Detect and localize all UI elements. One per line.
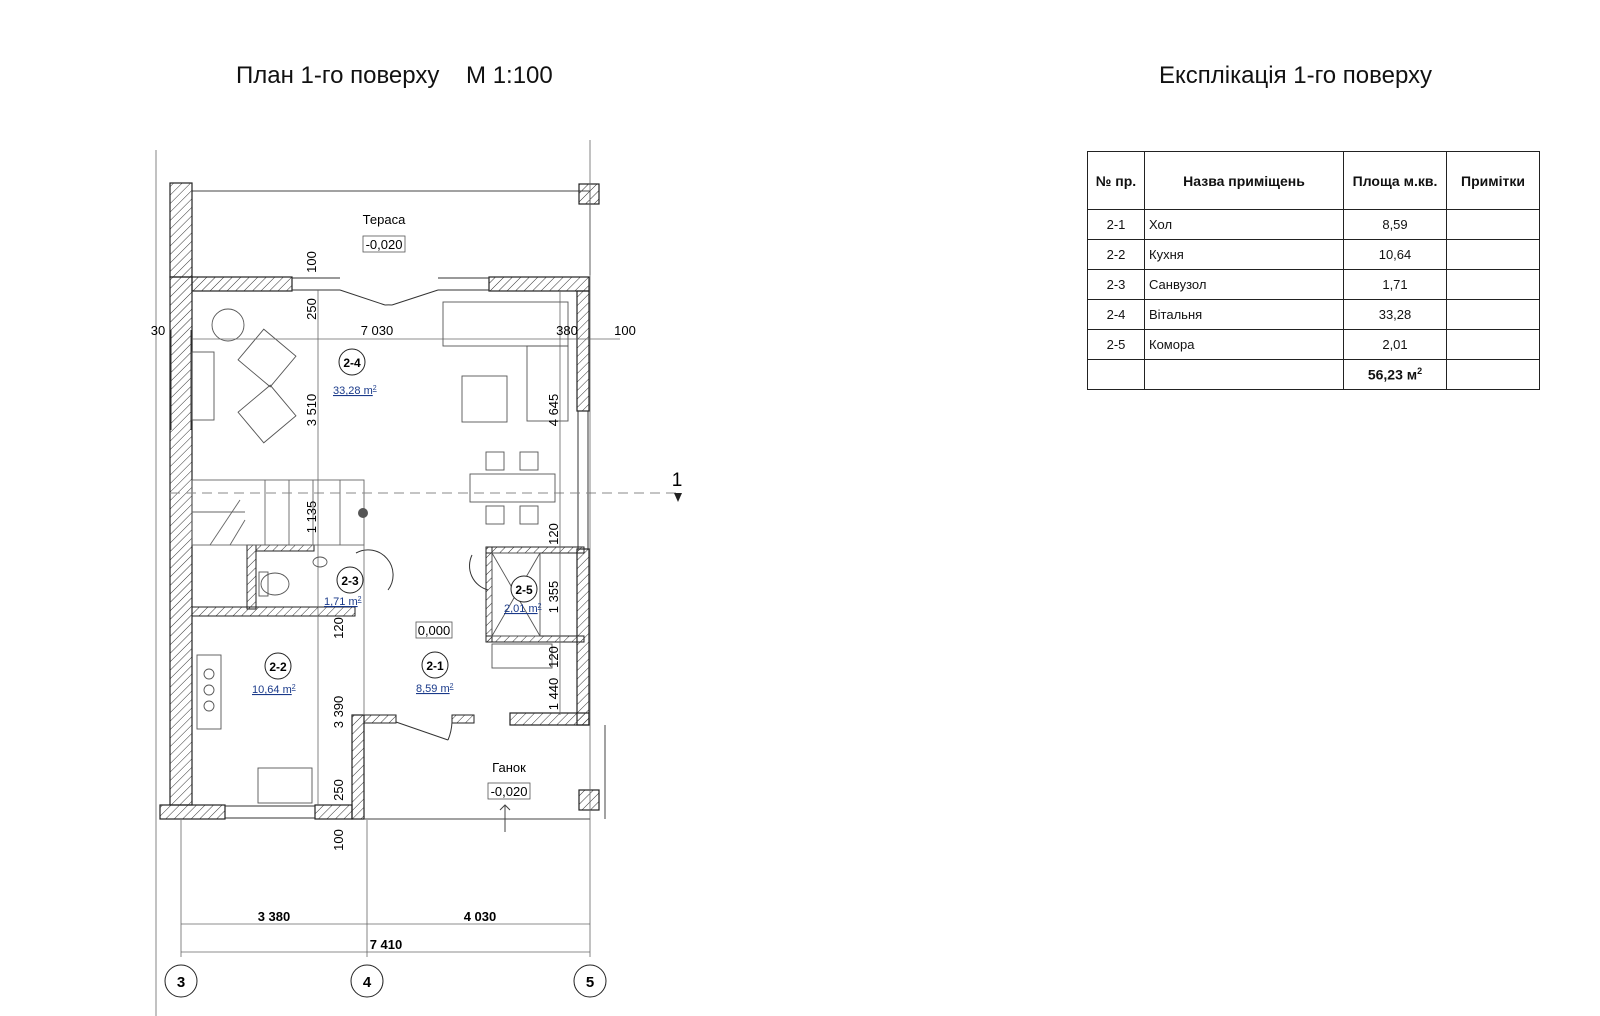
table-total-row bbox=[1088, 360, 1540, 390]
room-area: 10,64 $m^2$ bbox=[252, 684, 296, 696]
table-row bbox=[1088, 270, 1540, 300]
room-name: Вітальня bbox=[1145, 300, 1344, 330]
svg-text:5: 5 bbox=[585, 974, 595, 991]
room-number: 2-5 bbox=[1088, 330, 1145, 360]
room-name: Комора bbox=[1145, 330, 1344, 360]
svg-text:120: 120 bbox=[546, 523, 561, 545]
svg-text:4: 4 bbox=[362, 974, 372, 991]
porch bbox=[364, 725, 605, 832]
room-area-value: 1,71 bbox=[1344, 270, 1447, 300]
room-name: Санвузол bbox=[1145, 270, 1344, 300]
terrace-label: Тераса bbox=[362, 212, 406, 227]
svg-text:3: 3 bbox=[176, 974, 186, 991]
svg-text:2-3: 2-3 bbox=[341, 574, 359, 588]
svg-text:4 645: 4 645 bbox=[546, 393, 561, 427]
svg-text:380: 380 bbox=[556, 323, 578, 338]
room-area: 8,59 $m^2$ bbox=[416, 683, 454, 695]
room-area: 2,01 $m^2$ bbox=[504, 603, 542, 615]
room-area: 33,28 $m^2$ bbox=[333, 385, 377, 397]
table-header-row bbox=[1088, 152, 1540, 210]
room-number: 2-2 bbox=[1088, 240, 1145, 270]
svg-text:2-5: 2-5 bbox=[515, 583, 533, 597]
table-row bbox=[1088, 330, 1540, 360]
axis-marker-3 bbox=[165, 965, 197, 997]
terrace bbox=[192, 191, 590, 275]
room-marker-2-2 bbox=[252, 653, 296, 696]
room-area-value: 33,28 bbox=[1344, 300, 1447, 330]
svg-text:1 135: 1 135 bbox=[304, 500, 319, 534]
svg-text:100: 100 bbox=[331, 829, 346, 851]
svg-text:250: 250 bbox=[304, 298, 319, 320]
svg-text:2-1: 2-1 bbox=[426, 659, 444, 673]
svg-text:4 030: 4 030 bbox=[463, 909, 497, 924]
terrace-level: -0,020 bbox=[365, 237, 403, 252]
col-number: № пр. bbox=[1088, 152, 1145, 210]
total-empty-cell bbox=[1088, 360, 1145, 390]
room-number: 2-3 bbox=[1088, 270, 1145, 300]
total-empty-cell bbox=[1447, 360, 1540, 390]
room-area-value: 10,64 bbox=[1344, 240, 1447, 270]
room-marker-2-1 bbox=[416, 652, 454, 695]
table-row bbox=[1088, 240, 1540, 270]
axis-marker-4 bbox=[351, 965, 383, 997]
room-note bbox=[1447, 330, 1540, 360]
room-marker-2-4 bbox=[333, 349, 377, 397]
staircase bbox=[192, 480, 368, 545]
table-row bbox=[1088, 210, 1540, 240]
svg-text:2-4: 2-4 bbox=[343, 356, 361, 370]
explication-table bbox=[1087, 151, 1540, 390]
porch-level: -0,020 bbox=[490, 784, 528, 799]
room-note bbox=[1447, 270, 1540, 300]
room-marker-2-3 bbox=[324, 567, 363, 608]
svg-text:120: 120 bbox=[331, 617, 346, 639]
interior-walls bbox=[192, 545, 584, 723]
room-note bbox=[1447, 240, 1540, 270]
svg-text:2-2: 2-2 bbox=[269, 660, 287, 674]
section-arrow-icon bbox=[674, 493, 682, 502]
col-notes: Примітки bbox=[1447, 152, 1540, 210]
svg-text:250: 250 bbox=[331, 779, 346, 801]
room-area-value: 2,01 bbox=[1344, 330, 1447, 360]
room-area-value: 8,59 bbox=[1344, 210, 1447, 240]
svg-text:30: 30 bbox=[150, 323, 166, 338]
room-number: 2-1 bbox=[1088, 210, 1145, 240]
room-name: Кухня bbox=[1145, 240, 1344, 270]
svg-text:1 355: 1 355 bbox=[546, 580, 561, 614]
dimension-lines bbox=[156, 140, 620, 1016]
plan-title: План 1-го поверху М 1:100 bbox=[236, 62, 553, 89]
col-room-name: Назва приміщень bbox=[1145, 152, 1344, 210]
svg-text:7 410: 7 410 bbox=[369, 937, 403, 952]
total-empty-cell bbox=[1145, 360, 1344, 390]
svg-text:3 510: 3 510 bbox=[304, 393, 319, 427]
table-row bbox=[1088, 300, 1540, 330]
svg-text:100: 100 bbox=[304, 251, 319, 273]
svg-text:120: 120 bbox=[546, 646, 561, 668]
total-area: 56,23 $м^2$ bbox=[1344, 360, 1447, 390]
col-area: Площа м.кв. bbox=[1344, 152, 1447, 210]
room-area: 1,71 $m^2$ bbox=[324, 596, 362, 608]
svg-text:3 390: 3 390 bbox=[331, 695, 346, 729]
svg-text:100: 100 bbox=[614, 323, 636, 338]
room-note bbox=[1447, 210, 1540, 240]
svg-text:7 030: 7 030 bbox=[360, 323, 394, 338]
room-note bbox=[1447, 300, 1540, 330]
axis-marker-5 bbox=[574, 965, 606, 997]
hall-level: 0,000 bbox=[417, 623, 451, 638]
room-number: 2-4 bbox=[1088, 300, 1145, 330]
section-mark: 1 bbox=[671, 470, 683, 491]
room-name: Хол bbox=[1145, 210, 1344, 240]
porch-label: Ганок bbox=[492, 760, 526, 775]
svg-text:1 440: 1 440 bbox=[546, 677, 561, 711]
svg-text:3 380: 3 380 bbox=[257, 909, 291, 924]
exterior-walls bbox=[160, 183, 599, 819]
room-marker-2-5 bbox=[504, 576, 542, 615]
explication-title: Експлікація 1-го поверху bbox=[1159, 62, 1433, 89]
